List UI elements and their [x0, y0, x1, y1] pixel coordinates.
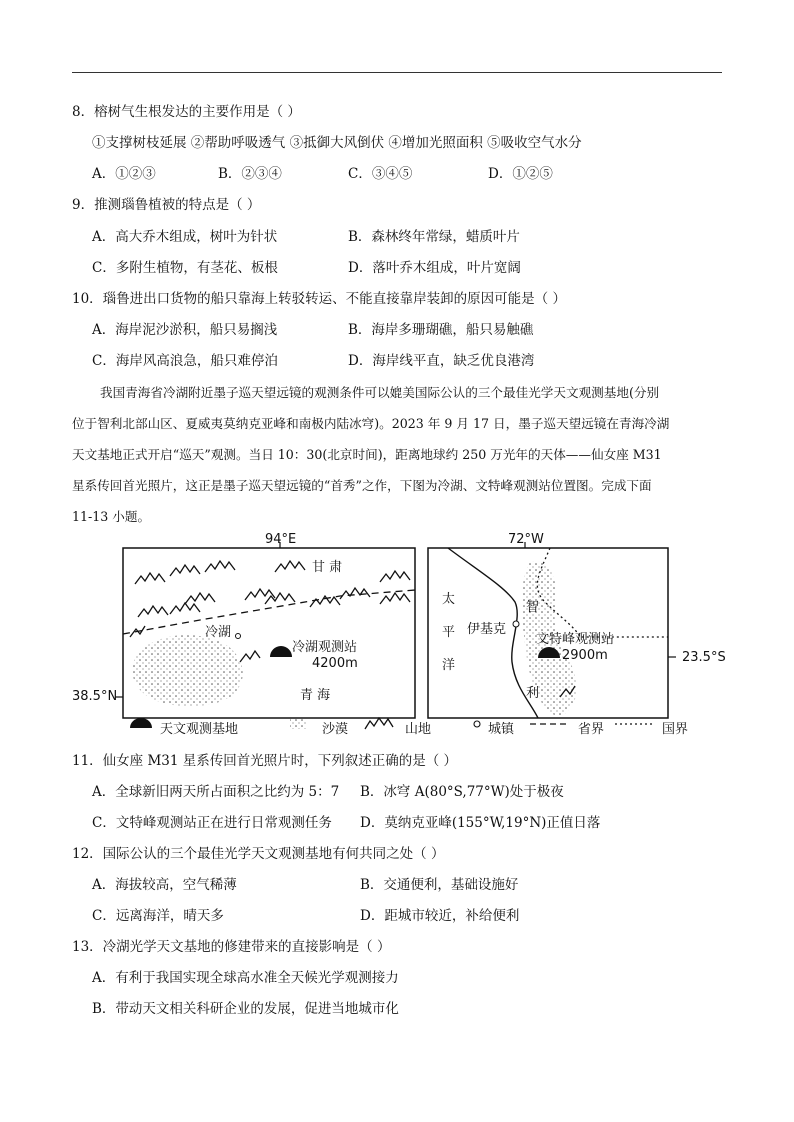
q11-stem: 11．仙女座 M31 星系传回首光照片时，下列叙述正确的是（ ） [72, 753, 458, 769]
q8-option-a[interactable]: A．①②③ [92, 166, 156, 182]
right-ocean-1: 太 [442, 592, 456, 607]
location-map-figure [60, 532, 740, 742]
lenghu-town [236, 634, 241, 639]
left-station-label: 冷湖观测站 [292, 640, 358, 655]
q8-option-b[interactable]: B．②③④ [218, 166, 282, 182]
q11-option-d[interactable]: D．莫纳克亚峰(155°W,19°N)正值日落 [360, 815, 601, 831]
q8-statements: ①支撑树枝延展 ②帮助呼吸透气 ③抵御大风倒伏 ④增加光照面积 ⑤吸收空气水分 [92, 135, 582, 151]
right-ocean-2: 平 [442, 625, 456, 640]
q12-option-b[interactable]: B．交通便利，基础设施好 [360, 877, 519, 893]
legend-town-swatch [474, 721, 480, 727]
legend-country-label: 国界 [662, 722, 689, 737]
passage-line-4: 星系传回首光照片，这正是墨子巡天望远镜的“首秀”之作，下图为冷湖、文特峰观测站位置图。完成下面 [72, 478, 652, 493]
q11-option-c[interactable]: C．文特峰观测站正在进行日常观测任务 [92, 815, 332, 831]
left-desert [132, 635, 242, 706]
q10-option-c[interactable]: C．海岸风高浪急，船只难停泊 [92, 353, 278, 369]
header-rule [72, 72, 722, 73]
right-ocean-3: 洋 [442, 658, 456, 673]
q10-option-b[interactable]: B．海岸多珊瑚礁，船只易触礁 [348, 322, 534, 338]
right-lat-label: 23.5°S [682, 650, 726, 665]
q11-option-b[interactable]: B．冰穹 A(80°S,77°W)处于极夜 [360, 784, 564, 800]
legend-province-label: 省界 [578, 722, 605, 737]
left-province-top: 甘 肃 [312, 560, 343, 575]
left-lake-label: 冷湖 [205, 625, 232, 640]
q12-option-c[interactable]: C．远离海洋，晴天多 [92, 908, 224, 924]
left-province-bottom: 青 海 [300, 688, 331, 703]
legend-mountain-label: 山地 [405, 722, 432, 737]
q10-option-d[interactable]: D．海岸线平直，缺乏优良港湾 [348, 353, 535, 369]
legend-mountain-swatch [365, 718, 393, 729]
q13-option-b[interactable]: B．带动天文相关科研企业的发展，促进当地城市化 [92, 1001, 399, 1017]
right-country-top: 智 [526, 600, 540, 615]
q11-option-a[interactable]: A．全球新旧两天所占面积之比约为 5：7 [92, 784, 340, 800]
q13-stem: 13．冷湖光学天文基地的修建带来的直接影响是（ ） [72, 939, 391, 955]
q10-stem: 10．瑙鲁进出口货物的船只靠海上转驳转运、不能直接靠岸装卸的原因可能是（ ） [72, 291, 566, 307]
passage-line-5: 11-13 小题。 [72, 509, 151, 524]
right-lon-label: 72°W [508, 532, 544, 547]
q8-option-c[interactable]: C．③④⑤ [348, 166, 413, 182]
right-country-bottom: 利 [526, 686, 540, 701]
legend-base-dome [130, 718, 152, 728]
q9-stem: 9．推测瑙鲁植被的特点是（ ） [72, 197, 261, 213]
passage-line-3: 天文基地正式开启“巡天”观测。当日 10：30(北京时间)，距离地球约 250 万光年的天体——仙女座 M31 [72, 447, 662, 462]
iquique-town [513, 621, 519, 627]
q12-stem: 12．国际公认的三个最佳光学天文观测基地有何共同之处（ ） [72, 846, 445, 862]
q9-option-b[interactable]: B．森林终年常绿，蜡质叶片 [348, 229, 520, 245]
right-station-label: 文特峰观测站 [536, 632, 615, 647]
q9-option-d[interactable]: D．落叶乔木组成，叶片宽阔 [348, 260, 521, 276]
passage-line-1: 我国青海省冷湖附近墨子巡天望远镜的观测条件可以媲美国际公认的三个最佳光学天文观测基地(分别 [100, 385, 660, 400]
left-lat-label: 38.5°N [72, 689, 118, 704]
right-elevation-label: 2900m [562, 648, 608, 663]
right-town-label: 伊基克 [467, 622, 507, 637]
q9-option-a[interactable]: A．高大乔木组成，树叶为针状 [92, 229, 278, 245]
legend-town-label: 城镇 [488, 722, 515, 737]
q12-option-a[interactable]: A．海拔较高，空气稀薄 [92, 877, 237, 893]
left-elevation-label: 4200m [312, 656, 358, 671]
passage-line-2: 位于智利北部山区、夏威夷莫纳克亚峰和南极内陆冰穹)。2023 年 9 月 17 日，墨子巡天望远镜在青海冷湖 [72, 416, 670, 431]
q8-option-d[interactable]: D．①②⑤ [488, 166, 553, 182]
legend-desert-swatch [290, 718, 306, 729]
q9-option-c[interactable]: C．多附生植物，有茎花、板根 [92, 260, 278, 276]
legend-desert-label: 沙漠 [322, 722, 349, 737]
q8-stem: 8．榕树气生根发达的主要作用是（ ） [72, 104, 301, 120]
legend-base-label: 天文观测基地 [160, 722, 239, 737]
q13-option-a[interactable]: A．有利于我国实现全球高水准全天候光学观测接力 [92, 970, 399, 986]
q10-option-a[interactable]: A．海岸泥沙淤积，船只易搁浅 [92, 322, 278, 338]
q12-option-d[interactable]: D．距城市较近，补给便利 [360, 908, 520, 924]
left-lon-label: 94°E [265, 532, 297, 547]
location-map-svg [60, 532, 740, 742]
